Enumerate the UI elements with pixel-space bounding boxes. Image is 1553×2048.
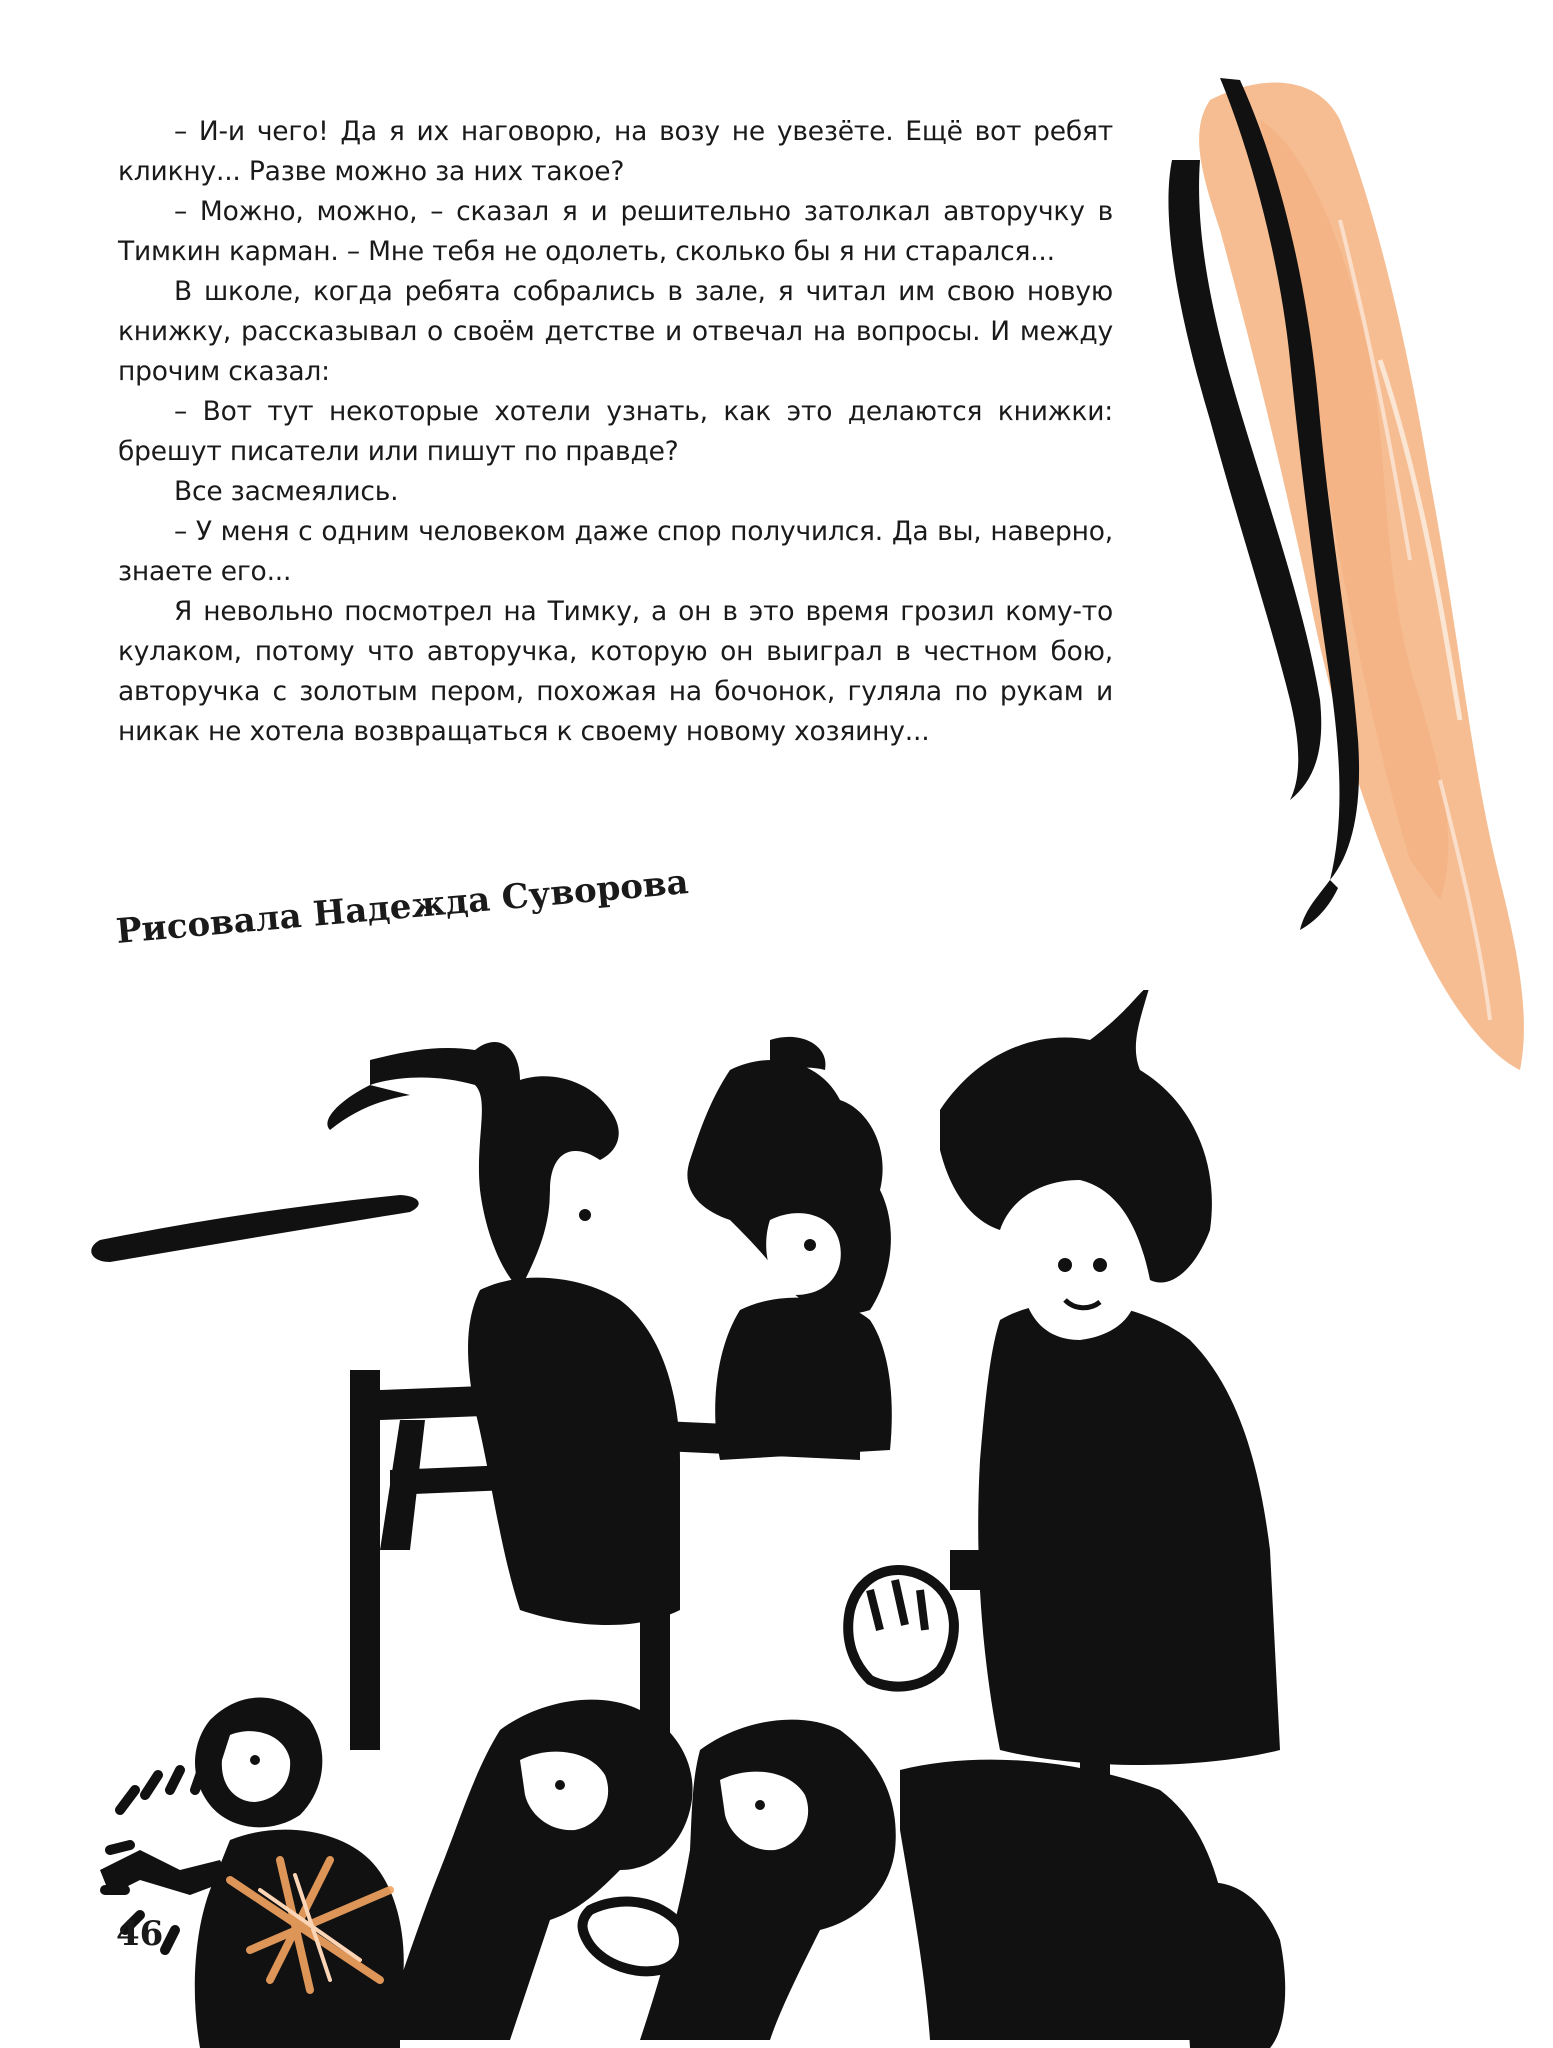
paragraph: Все засмеялись. <box>174 476 399 507</box>
paragraph: В школе, когда ребята собрались в зале, я читал им свою новую книжку, рассказывал о своём детстве и отвечал на вопросы. И между прочим сказал: <box>118 276 1113 387</box>
children-ink-illustration-icon <box>80 990 1480 2048</box>
brush-stroke-decoration-icon <box>1140 60 1540 1090</box>
paragraph: – У меня с одним человеком даже спор получился. Да вы, наверно, знаете его... <box>118 516 1113 587</box>
paragraph: Я невольно посмотрел на Тимку, а он в это время грозил кому-то кулаком, потому что авторучка, которую он выиграл в честном бою, авторучка с золотым пером, похожая на бочонок, гуляла по рукам и никак не хотела возвращаться к своему новому хозяину... <box>118 596 1113 747</box>
story-text <box>118 112 1113 752</box>
paragraph: – Вот тут некоторые хотели узнать, как это делаются книжки: брешут писатели или пишут по правде? <box>118 396 1113 467</box>
page-number: 46 <box>116 1914 164 1954</box>
illustrator-caption: Рисовала Надежда Суворова <box>114 862 691 952</box>
paragraph: – Можно, можно, – сказал я и решительно затолкал авторучку в Тимкин карман. – Мне тебя не одолеть, сколько бы я ни старался... <box>118 196 1113 267</box>
paragraph: – И-и чего! Да я их наговорю, на возу не увезёте. Ещё вот ребят кликну... Разве можно за них такое? <box>118 116 1113 187</box>
